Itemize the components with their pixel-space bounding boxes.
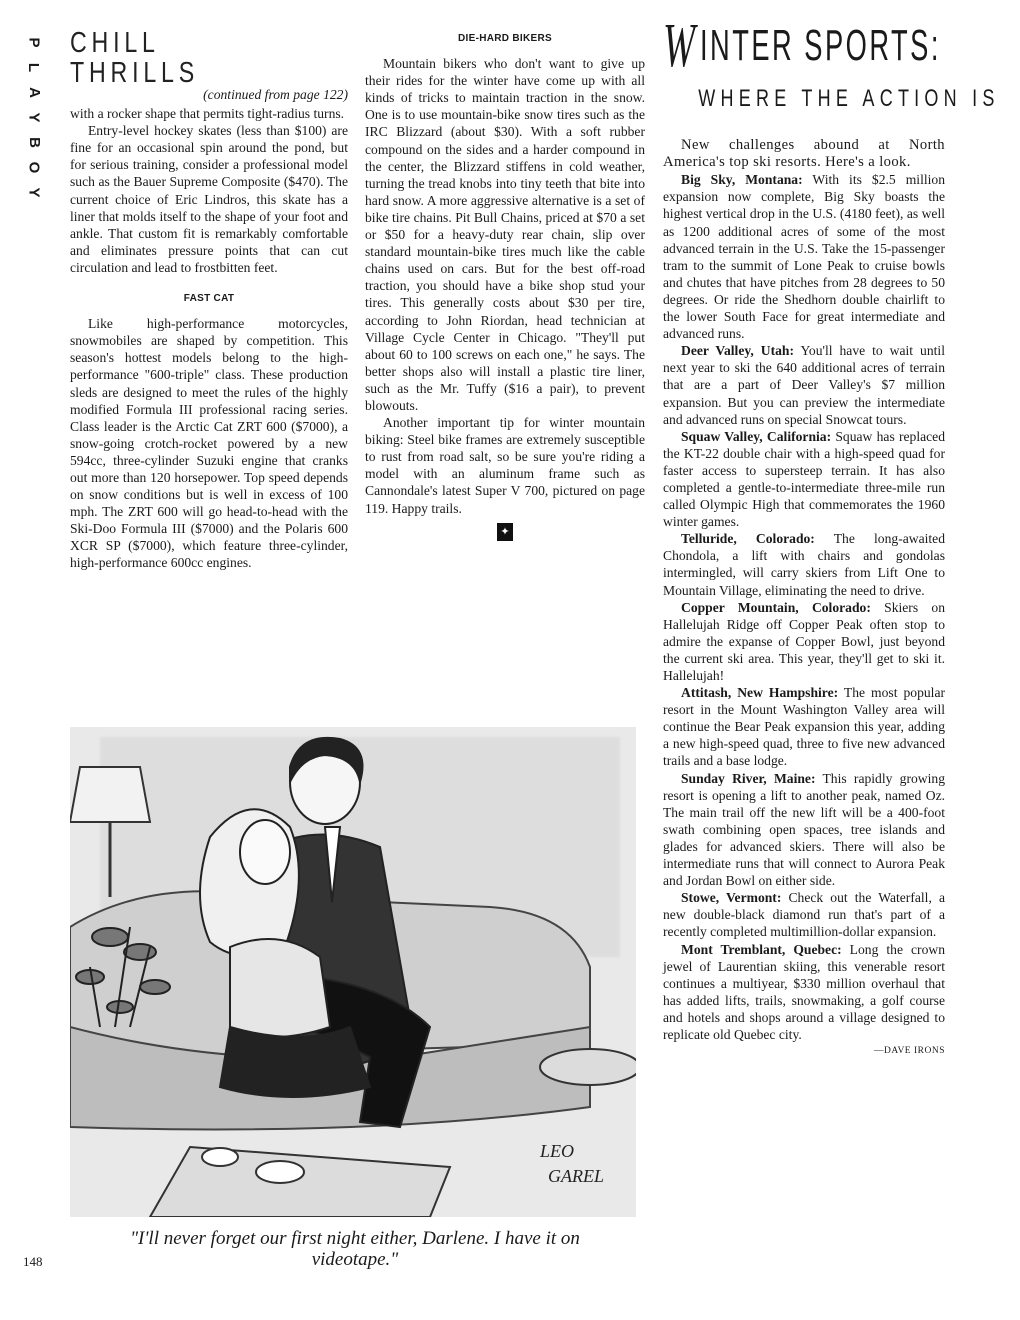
lead-paragraph: New challenges abound at North America's top ski resorts. Here's a look. (663, 137, 945, 171)
resort-description: This rapidly growing resort is opening a lift to another peak, named Oz. The main trail off the new lift will be a 400-foot swath combining open spaces, tree islands and glades for advanced skiers. There will also be intermediate runs that will connect to Aurora Peak and Jordan Bowl on either side. (663, 770, 945, 889)
article-paragraph: Mountain bikers who don't want to give up their rides for the winter have come up with all kinds of tricks to maintain traction in the snow. One is to use mountain-bike snow tires such as the IRC Blizzard (about $30). With a soft rubber compound on the sides and a harder compound in the center, the Blizzard stiffens in cold weather, turning the tread knobs into tiny teeth that bite into hard snow. A more aggressive alternative is a set of bike tire chains. Pit Bull Chains, priced at $70 a set or $50 for a heavy-duty rear chain, slip over standard mountain-bike tires much like the cable chains used on cars. But for the best off-road traction, you should have a bike shop stud your tires. This generally costs about $30 per tire, according to John Riordan, head technician at Village Cycle Center in Chicago. "They'll put about 60 to 100 screws on each one," he says. The better shops also will install a plastic tire liner, such as the Mr. Tuffy ($16 a pair), to prevent blowouts. (365, 56, 645, 413)
resort-paragraph (663, 770, 945, 890)
resort-paragraph (663, 342, 945, 427)
resort-name: Copper Mountain, Colorado: (681, 599, 871, 615)
resort-description: The most popular resort in the Mount Washington Valley area will continue the Bear Peak expansion this year, adding a new high-speed quad, three to five new advanced trails and a base lodge. (663, 685, 946, 769)
magazine-name-vertical (22, 30, 46, 205)
title-rest: INTER SPORTS: (699, 21, 941, 70)
page-number: 148 (23, 1254, 43, 1269)
magazine-name-letter: Y (25, 187, 43, 198)
article-paragraph: with a rocker shape that permits tight-radius turns. (70, 106, 345, 122)
resort-description: Squaw has replaced the KT-22 double chair with a high-speed quad for faster access to supersteep terrain. It has also completed a gentle-to-intermediate three-mile run called Olympic High that commemorates the 1960 winter games. (663, 428, 945, 530)
winter-sports-title (663, 12, 941, 80)
resort-name: Squaw Valley, California: (681, 428, 832, 444)
resort-description: Long the crown jewel of Laurentian skiing, this venerable resort continues a multiyear, $330 million overhaul that has added lifts, trails, snowmaking, a golf course and hotels and shops around a village designed to replicate old Quebec city. (663, 941, 945, 1042)
die-hard-bikers-heading: DIE-HARD BIKERS (458, 33, 552, 44)
resort-description: Check out the Waterfall, a new double-black diamond run that's part of a recently completed multimillion-dollar expansion. (663, 890, 945, 940)
winter-sports-column (663, 12, 1000, 1060)
chill-thrills-column (70, 28, 348, 572)
die-hard-bikers-column (365, 28, 645, 541)
cartoon-illustration (70, 727, 636, 1217)
fast-cat-heading: FAST CAT (183, 293, 235, 305)
resort-name: Sunday River, Maine: (681, 770, 816, 786)
title-initial: W (663, 12, 698, 80)
resort-description: With its $2.5 million expansion now complete, Big Sky boasts the highest vertical drop in the U.S. (4180 feet), as well as 1200 additional acres of some of the most advanced terrain in the U.S. Take the 15-passenger tram to the summit of Lone Peak to cruise bowls and chutes that have pitches from 28 degrees to 50 degrees. Or ride the Shedhorn double chairlift to the lower South Face for great intermediate and advanced runs. (663, 172, 945, 342)
byline: —DAVE IRONS (873, 1046, 945, 1057)
resort-description: The long-awaited Chondola, a lift with chairs and gondolas intermingled, will carry skiers from Lift One to Mountain Village, eliminating the need to drive. (663, 531, 945, 598)
resort-description: You'll have to wait until next year to ski the 640 additional acres of terrain that are a part of Deer Valley's $7 million expansion. But you can preview the intermediate and advanced runs on special Snowcat tours. (663, 343, 945, 427)
article-paragraph: Another important tip for winter mountain biking: Steel bike frames are extremely susceptible to rust from road salt, so be sure you're riding a model with an aluminum frame such as Cannondale's latest Super V 700, pictured on page 119. Happy trails. (365, 415, 645, 516)
resort-name: Telluride, Colorado: (681, 531, 815, 547)
winter-sports-subtitle: WHERE THE ACTION IS (698, 85, 1000, 112)
resort-name: Stowe, Vermont: (681, 890, 782, 906)
resort-paragraph (663, 684, 945, 769)
chill-thrills-title: CHILL THRILLS (70, 27, 200, 89)
resort-name: Deer Valley, Utah: (681, 343, 794, 359)
resort-paragraph (663, 941, 945, 1044)
article-paragraph: Like high-performance motorcycles, snowmobiles are shaped by competition. This season's hottest models belong to the high-performance "600-triple" class. These production sleds are designed to meet the rules of the highly modified Formula III professional racing series. Class leader is the Arctic Cat ZRT 600 ($7000), a snow-going crotch-rocket powered by a new 594cc, three-cylinder Suzuki engine that cranks out more than 120 horsepower. Top speed depends on snow conditions but is well in excess of 100 mph. The ZRT 600 will go head-to-head with the Ski-Doo Formula III ($7000) and the Polaris 600 XCR SP ($7000), which feature three-cylinder, high-performance 600cc engines. (70, 316, 348, 571)
magazine-name-letter: P (25, 37, 43, 48)
resort-name: Attitash, New Hampshire: (681, 685, 839, 701)
resort-description: Skiers on Hallelujah Ridge off Copper Peak often stop to admire the expanse of Copper Bowl, just beyond the current ski area. This year, they'll get to ski it. Hallelujah! (663, 599, 945, 683)
resort-paragraph (663, 171, 945, 342)
rabbit-head-end-icon: ✦ (497, 523, 513, 541)
resort-name: Big Sky, Montana: (681, 172, 803, 188)
article-paragraph: Entry-level hockey skates (less than $100) are fine for an occasional spin around the pond, but for serious training, consider a professional model such as the Bauer Supreme Composite ($470). The current choice of Eric Lindros, this skate has a liner that molds itself to the shape of your foot and ankle. That custom fit is remarkably comfortable and eliminates pressure points that can cut circulation and lead to frostbitten feet. (70, 123, 348, 275)
resort-paragraph (663, 599, 945, 684)
artist-signature-line2: GAREL (548, 1166, 604, 1186)
resort-paragraph (663, 530, 945, 598)
magazine-name-letter: B (25, 137, 43, 148)
resort-paragraph (663, 889, 945, 940)
resort-paragraph (663, 428, 945, 531)
resort-name: Mont Tremblant, Quebec: (681, 941, 842, 957)
continued-note: (continued from page 122) (203, 87, 348, 102)
lamp-shade (70, 767, 150, 822)
cartoon-caption: "I'll never forget our first night either, Darlene. I have it on videotape." (130, 1228, 580, 1270)
artist-signature-line1: LEO (540, 1141, 575, 1161)
magazine-name-letter: Y (25, 112, 43, 123)
magazine-name-letter: A (25, 87, 43, 98)
magazine-name-letter: O (25, 161, 43, 174)
magazine-name-letter: L (25, 62, 43, 73)
resort-list (663, 171, 945, 1043)
